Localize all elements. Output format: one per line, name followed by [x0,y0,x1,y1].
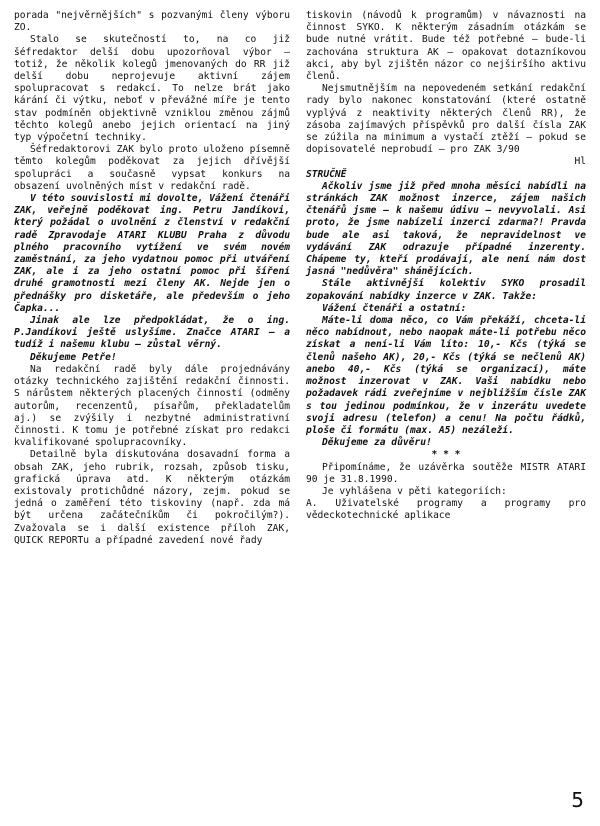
paragraph: Nejsmutnějším na nepovedeném setkání redakční rady bylo nakonec konstatování (které ostatně vyplývá z neaktivity některých členů RR), že zásoba zajímavých příspěvků pro další čísla ZAK se zúžila na minimum a vystačí ztěží – pokud se dopisovatelé neprobudí – pro ZAK 3/90 [306,83,586,156]
right-top-section [306,10,586,169]
paragraph: Máte-li doma něco, co Vám překáží, chceta-li něco nabídnout, nebo naopak máte-li potřebu něco získat a není-li Vám líto: 10,- Kčs (týká se členů našeho AK), 20,- Kčs (týká se nečlenů AK) anebo 40,- Kčs (týká se organizací), máte možnost inzerovat v ZAK. Vaši nabídku nebo požadavek rádi zveřejníme v nejbližším čísle ZAK s tou jedinou podmínkou, že v inzerátu uvedete svoji adresu (telefon) a cenu! Na počtu řádků, ploše či formátu (max. A5) nezáleží. [306,315,586,436]
paragraph: Stalo se skutečností to, na co již šéfredaktor delší dobu upozorňoval výbor – totiž, že několik kolegů jmenovaných do RR již delší dobu neprojevuje aktivní zájem spolupracovat s redakcí. To nelze brát jako kárání či výtku, neboť v převážné míře je tento stav podmíněn objektivně vzniklou změnou zájmů těchto kolegů anebo jejich orientací na jiný typ výpočetní techniky. [14,34,290,144]
left-bottom-section [14,364,290,547]
paragraph: Šéfredaktorovi ZAK bylo proto uloženo písemně těmto kolegům poděkovat za jejich dřívější spolupráci a současně vypsat konkurs na obsazení uvolněných míst v redakční radě. [14,144,290,192]
paragraph: A. Uživatelské programy a programy pro vědeckotechnické aplikace [306,498,586,522]
paragraph: tiskovin (návodů k programům) v návaznosti na činnost SYKO. K některým zásadním otázkám se bude nutné vrátit. Bude též potřebné – bude-li zachována struktura AK – opakovat dotazníkovou akci, aby byl zjištěn názor co nejširšího aktivu členů. [306,10,586,83]
signature: Hl [574,156,586,168]
paragraph: Vážení čtenáři a ostatní: [322,302,467,314]
section-divider-stars: * * * [431,449,461,461]
left-column [14,10,290,547]
left-middle-section [14,193,290,364]
paragraph: Na redakční radě byly dále projednávány otázky technického zajištění redakční činnosti. S nárůstem některých placených činností (odměny autorům, recenzentů, písařům, překladatelům aj.) se zvýšily i nezbytné administrativní činnosti. K tomu je potřebné získat pro redakci kvalifikované spolupracovníky. [14,363,290,449]
paragraph: Ačkoliv jsme již před mnoha měsíci nabídli na stránkách ZAK možnost inzerce, zájem našich čtenářů jsme – k našemu údivu – nevyvolali. Asi proto, že jsme nabízeli inzerci zdarma?! Pravda bude ale asi taková, že nepravidelnost ve vydávání ZAK odrazuje případné inzerenty. Chápeme ty, kteří prodávají, ale není nám dost jasná "nedůvěra" shánějících. [306,180,586,278]
paragraph: Stále aktivnější kolektiv SYKO prosadil zopakování nabídky inzerce v ZAK. Takže: [306,278,586,302]
paragraph: Děkujeme za důvěru! [322,437,432,449]
paragraph: Jinak ale lze předpokládat, že o ing. P.Jandíkovi ještě uslyšíme. Značce ATARI – a tudíž i našemu klubu – zůstal věrný. [14,315,290,351]
paragraph: porada "nejvěrnějších" s pozvanými členy výboru ZO. [14,10,290,34]
paragraph: V této souvislosti mi dovolte, Vážení čtenáři ZAK, veřejně poděkovat ing. Petru Jandíkovi, který požádal o uvolnění z členství v redakční radě Zpravodaje ATARI KLUBU Praha z důvodu plného pracovního vytížení ve svém novém zaměstnání, za jeho vydatnou pomoc při utváření ZAK, ale i za jeho ostatní pomoc při šíření druhé gramotnosti mezi členy AK. Nejde jen o přednášky pro disketáře, ale především o jeho Čapka... [14,193,290,314]
paragraph: Připomínáme, že uzávěrka soutěže MISTR ATARI 90 je 31.8.1990. [306,461,586,485]
page-number: 5 [571,788,584,812]
paragraph: Detailně byla diskutována dosavadní forma a obsah ZAK, jeho rubrik, rozsah, způsob tisku, grafická úprava atd. K některým otázkám existovaly protichůdné názory, zejm. pokud se jedná o zaměření této tiskoviny (např. zda má být určena začátečníkům či pokročilým?). Zvažovala se i další existence příloh ZAK, QUICK REPORTu a případné zavedení nové řady [14,449,290,546]
paragraph: Děkujeme Petře! [30,351,117,363]
paragraph: Je vyhlášena v pěti kategoriích: [322,485,507,497]
right-middle-section [306,169,586,462]
right-bottom-section [306,462,586,523]
right-column [306,10,586,523]
left-top-section [14,10,290,193]
section-title: STRUČNĚ [306,168,347,180]
